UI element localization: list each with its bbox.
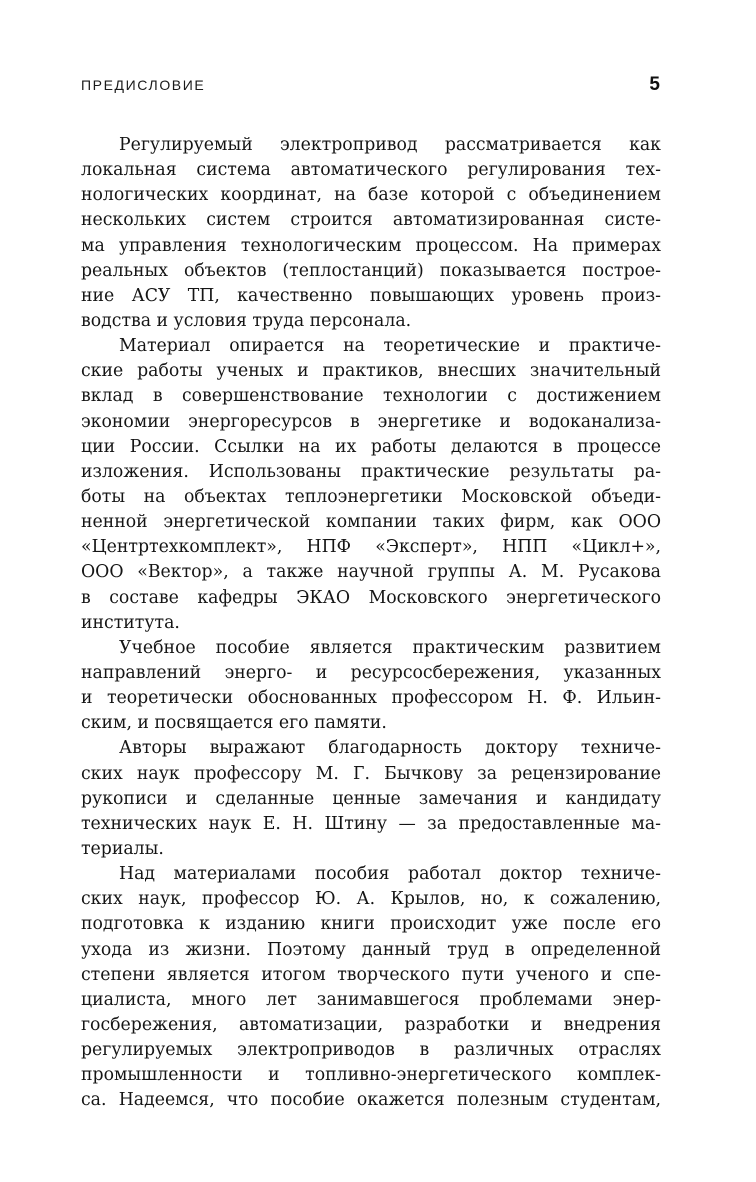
text-line: изложения. Использованы практические результаты ра- <box>81 461 661 482</box>
text-line: рукописи и сделанные ценные замечания и кандидату <box>81 788 661 809</box>
text-line: ские работы ученых и практиков, внесших значительный <box>81 361 661 382</box>
text-line: Материал опирается на теоретические и практиче- <box>119 336 661 357</box>
paragraph-2 <box>81 334 661 636</box>
text-line: ООО «Вектор», а также научной группы А. М. Русакова <box>81 562 661 583</box>
text-line: реальных объектов (теплостанций) показывается построе- <box>81 260 661 281</box>
text-line: нескольких систем строится автоматизированная систе- <box>81 210 661 231</box>
text-line: Авторы выражают благодарность доктору техниче- <box>119 738 661 759</box>
text-line: экономии энергоресурсов в энергетике и водоканализа- <box>81 411 661 432</box>
text-line: степени является итогом творческого пути ученого и спе- <box>81 964 661 985</box>
text-line: териалы. <box>81 838 164 859</box>
page-header <box>81 74 660 96</box>
text-line: Регулируемый электропривод рассматривается как <box>119 135 661 155</box>
text-line: промышленности и топливно-энергетического комплек- <box>81 1065 661 1086</box>
text-line: ции России. Ссылки на их работы делаются в процессе <box>81 436 661 457</box>
text-line: подготовка к изданию книги происходит уже после его <box>81 914 661 935</box>
text-line: ма управления технологическим процессом. На примерах <box>81 235 661 256</box>
body-text <box>81 133 661 1113</box>
text-line: госбережения, автоматизации, разработки и внедрения <box>81 1014 661 1035</box>
text-line: нологических координат, на базе которой с объединением <box>81 185 661 206</box>
text-line: водства и условия труда персонала. <box>81 310 412 331</box>
text-line: ухода из жизни. Поэтому данный труд в определенной <box>81 939 661 960</box>
text-line: боты на объектах теплоэнергетики Московской объеди- <box>81 486 661 507</box>
text-line: ние АСУ ТП, качественно повышающих уровень произ- <box>81 285 661 306</box>
paragraph-4 <box>81 736 661 862</box>
text-line: ским, и посвящается его памяти. <box>81 713 387 734</box>
text-line: Над материалами пособия работал доктор техниче- <box>119 864 661 885</box>
text-line: и теоретически обоснованных профессором Н. Ф. Ильин- <box>81 688 661 709</box>
text-line: направлений энерго- и ресурсосбережения, указанных <box>81 662 661 683</box>
text-line: регулируемых электроприводов в различных отраслях <box>81 1040 661 1061</box>
page-number: 5 <box>649 74 660 95</box>
text-line: ских наук профессору М. Г. Бычкову за рецензирование <box>81 763 661 784</box>
text-line: циалиста, много лет занимавшегося проблемами энер- <box>81 989 661 1010</box>
text-line: «Центртехкомплект», НПФ «Эксперт», НПП «Цикл+», <box>81 537 661 558</box>
paragraph-3 <box>81 636 661 737</box>
text-line: локальная система автоматического регулирования тех- <box>81 160 661 181</box>
text-line: ских наук, профессор Ю. А. Крылов, но, к сожалению, <box>81 889 661 910</box>
text-line: института. <box>81 612 180 633</box>
paragraph-5 <box>81 862 661 1113</box>
text-line: са. Надеемся, что пособие окажется полезным студентам, <box>81 1090 661 1111</box>
text-line: Учебное пособие является практическим развитием <box>119 637 661 658</box>
text-line: вклад в совершенствование технологии с достижением <box>81 386 661 407</box>
running-title: ПРЕДИСЛОВИЕ <box>81 77 206 93</box>
text-line: технических наук Е. Н. Штину — за предоставленные ма- <box>81 813 661 834</box>
paragraph-1 <box>81 133 661 334</box>
text-line: ненной энергетической компании таких фирм, как ООО <box>81 512 661 533</box>
text-line: в составе кафедры ЭКАО Московского энергетического <box>81 587 661 608</box>
